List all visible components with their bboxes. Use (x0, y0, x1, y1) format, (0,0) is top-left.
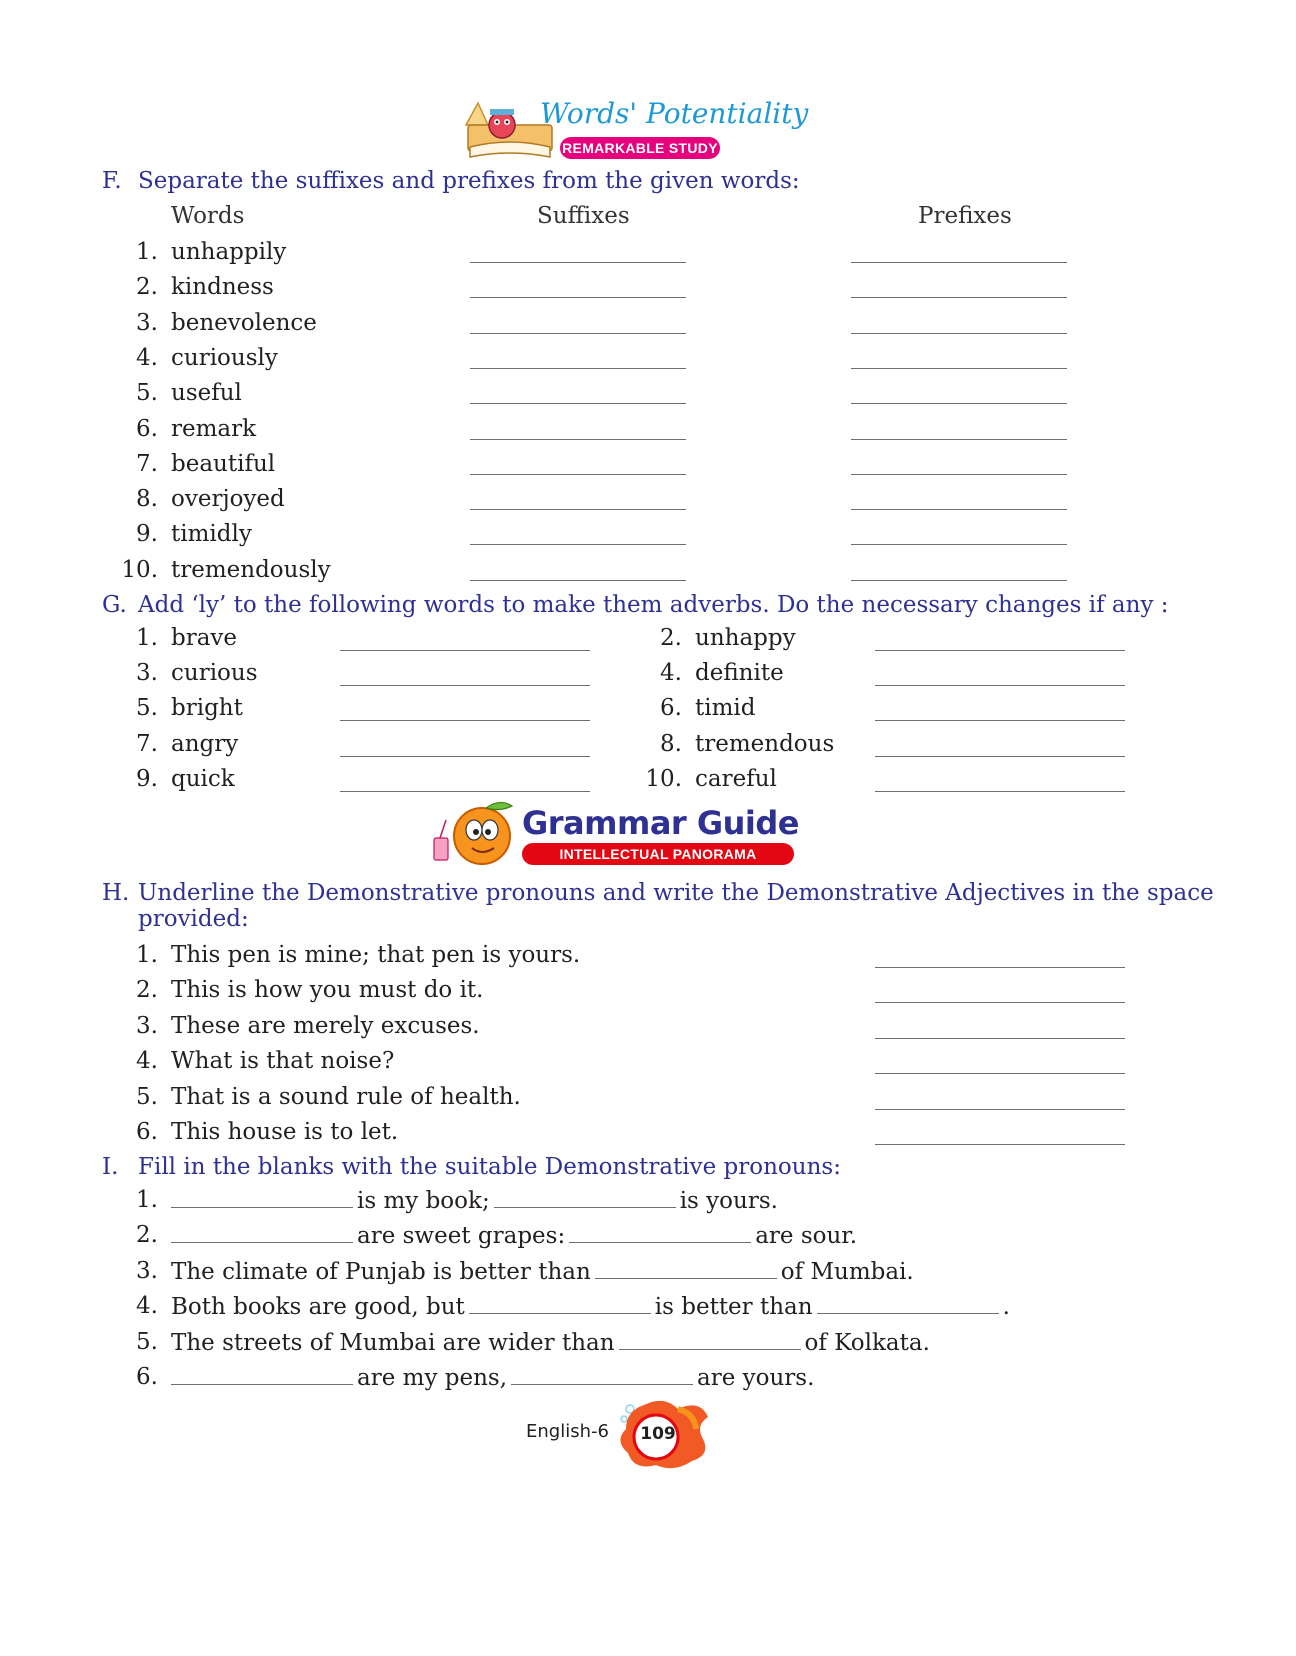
g-item-number: 7. (136, 731, 158, 757)
f-suffix-answer-line[interactable] (470, 439, 686, 440)
i-item-sentence (171, 1258, 914, 1285)
footer (520, 1395, 720, 1475)
f-item-word: curiously (171, 345, 278, 371)
h-item-sentence: That is a sound rule of health. (171, 1084, 521, 1110)
g-item-number: 8. (660, 731, 682, 757)
g-item-word: curious (171, 660, 258, 686)
section-i-letter: I. (102, 1154, 119, 1180)
f-item-number: 4. (136, 345, 158, 371)
f-suffix-answer-line[interactable] (470, 333, 686, 334)
h-item-number: 1. (136, 942, 158, 968)
h-item-number: 2. (136, 977, 158, 1003)
g-answer-line[interactable] (340, 791, 590, 792)
h-answer-line[interactable] (875, 1109, 1125, 1110)
g-answer-line[interactable] (875, 756, 1125, 757)
i-item-sentence (171, 1329, 930, 1356)
i-sentence-fragment: The streets of Mumbai are wider than (171, 1330, 615, 1356)
f-item-word: benevolence (171, 310, 317, 336)
g-item-word: definite (695, 660, 784, 686)
i-sentence-fragment: . (1002, 1294, 1010, 1320)
g-answer-line[interactable] (875, 720, 1125, 721)
i-sentence-fragment: are sour. (755, 1223, 858, 1249)
h-item-number: 4. (136, 1048, 158, 1074)
i-fill-blank[interactable] (595, 1258, 777, 1279)
i-item-number: 3. (136, 1258, 158, 1284)
i-fill-blank[interactable] (469, 1293, 651, 1314)
i-sentence-fragment: Both books are good, but (171, 1294, 465, 1320)
i-fill-blank[interactable] (817, 1293, 999, 1314)
f-prefix-answer-line[interactable] (851, 403, 1067, 404)
section-i-instruction: Fill in the blanks with the suitable Demonstrative pronouns: (138, 1154, 841, 1180)
grammar-guide-title: Grammar Guide (522, 804, 799, 842)
f-suffix-answer-line[interactable] (470, 368, 686, 369)
f-prefix-answer-line[interactable] (851, 333, 1067, 334)
i-sentence-fragment: of Kolkata. (804, 1330, 930, 1356)
section-f-instruction: Separate the suffixes and prefixes from the given words: (138, 168, 800, 194)
h-item-sentence: This is how you must do it. (171, 977, 484, 1003)
h-answer-line[interactable] (875, 1002, 1125, 1003)
f-suffix-answer-line[interactable] (470, 262, 686, 263)
f-item-number: 6. (136, 416, 158, 442)
i-fill-blank[interactable] (171, 1222, 353, 1243)
section-h-instruction-line1: Underline the Demonstrative pronouns and write the Demonstrative Adjectives in the space (138, 880, 1214, 906)
i-item-sentence (171, 1222, 857, 1249)
f-suffix-answer-line[interactable] (470, 580, 686, 581)
h-item-sentence: This pen is mine; that pen is yours. (171, 942, 581, 968)
g-answer-line[interactable] (340, 650, 590, 651)
i-fill-blank[interactable] (619, 1329, 801, 1350)
g-answer-line[interactable] (875, 685, 1125, 686)
f-prefix-answer-line[interactable] (851, 544, 1067, 545)
g-item-number: 6. (660, 695, 682, 721)
i-item-sentence (171, 1187, 778, 1214)
f-prefix-answer-line[interactable] (851, 368, 1067, 369)
g-item-number: 2. (660, 625, 682, 651)
h-item-sentence: This house is to let. (171, 1119, 399, 1145)
f-item-number: 10. (121, 557, 158, 583)
h-item-number: 3. (136, 1013, 158, 1039)
g-item-number: 10. (645, 766, 682, 792)
i-item-sentence (171, 1364, 814, 1391)
g-answer-line[interactable] (340, 720, 590, 721)
h-answer-line[interactable] (875, 1038, 1125, 1039)
g-item-word: bright (171, 695, 243, 721)
page-number: 109 (640, 1424, 676, 1444)
i-item-number: 1. (136, 1187, 158, 1213)
f-item-word: kindness (171, 274, 274, 300)
col-header-words: Words (171, 203, 245, 229)
i-sentence-fragment: is better than (654, 1294, 813, 1320)
words-potentiality-title: Words' Potentiality (540, 97, 809, 130)
f-item-word: timidly (171, 521, 252, 547)
f-suffix-answer-line[interactable] (470, 297, 686, 298)
g-item-number: 1. (136, 625, 158, 651)
h-answer-line[interactable] (875, 1144, 1125, 1145)
i-fill-blank[interactable] (569, 1222, 751, 1243)
g-item-number: 4. (660, 660, 682, 686)
col-header-prefixes: Prefixes (918, 203, 1012, 229)
h-item-number: 5. (136, 1084, 158, 1110)
i-sentence-fragment: is my book; (357, 1188, 490, 1214)
f-suffix-answer-line[interactable] (470, 474, 686, 475)
col-header-suffixes: Suffixes (537, 203, 630, 229)
section-f-letter: F. (102, 168, 122, 194)
f-item-number: 2. (136, 274, 158, 300)
g-item-number: 3. (136, 660, 158, 686)
f-item-number: 1. (136, 239, 158, 265)
f-item-number: 8. (136, 486, 158, 512)
i-sentence-fragment: are yours. (697, 1365, 815, 1391)
g-item-word: timid (695, 695, 756, 721)
section-h-instruction-line2: provided: (138, 906, 249, 932)
g-answer-line[interactable] (875, 791, 1125, 792)
i-fill-blank[interactable] (171, 1187, 353, 1208)
f-item-number: 7. (136, 451, 158, 477)
f-item-word: useful (171, 380, 242, 406)
i-item-sentence (171, 1293, 1010, 1320)
h-item-number: 6. (136, 1119, 158, 1145)
i-fill-blank[interactable] (511, 1364, 693, 1385)
i-sentence-fragment: is yours. (679, 1188, 778, 1214)
g-item-word: quick (171, 766, 235, 792)
intellectual-panorama-pill: INTELLECTUAL PANORAMA OUTLOOK (522, 843, 794, 865)
i-sentence-fragment: are sweet grapes: (357, 1223, 566, 1249)
g-answer-line[interactable] (340, 685, 590, 686)
remarkable-study-pill: REMARKABLE STUDY (560, 137, 720, 159)
h-answer-line[interactable] (875, 1073, 1125, 1074)
footer-book-label: English-6 (526, 1421, 609, 1442)
g-answer-line[interactable] (875, 650, 1125, 651)
grammar-guide-banner (430, 798, 800, 884)
section-g-instruction: Add ‘ly’ to the following words to make them adverbs. Do the necessary changes if any : (138, 592, 1169, 618)
h-item-sentence: These are merely excuses. (171, 1013, 480, 1039)
g-item-word: tremendous (695, 731, 835, 757)
f-prefix-answer-line[interactable] (851, 262, 1067, 263)
h-answer-line[interactable] (875, 967, 1125, 968)
f-item-number: 9. (136, 521, 158, 547)
f-suffix-answer-line[interactable] (470, 403, 686, 404)
f-prefix-answer-line[interactable] (851, 297, 1067, 298)
i-sentence-fragment: are my pens, (357, 1365, 508, 1391)
i-fill-blank[interactable] (171, 1364, 353, 1385)
section-h-letter: H. (102, 880, 130, 906)
g-answer-line[interactable] (340, 756, 590, 757)
g-item-word: unhappy (695, 625, 796, 651)
orange-mascot-icon (430, 798, 522, 870)
words-potentiality-banner (460, 95, 809, 165)
f-prefix-answer-line[interactable] (851, 580, 1067, 581)
g-item-number: 9. (136, 766, 158, 792)
i-item-number: 5. (136, 1329, 158, 1355)
f-suffix-answer-line[interactable] (470, 509, 686, 510)
f-item-word: overjoyed (171, 486, 285, 512)
h-item-sentence: What is that noise? (171, 1048, 395, 1074)
f-prefix-answer-line[interactable] (851, 474, 1067, 475)
f-item-number: 3. (136, 310, 158, 336)
section-g-letter: G. (102, 592, 127, 618)
g-item-word: angry (171, 731, 239, 757)
i-item-number: 6. (136, 1364, 158, 1390)
f-prefix-answer-line[interactable] (851, 439, 1067, 440)
i-sentence-fragment: The climate of Punjab is better than (171, 1259, 591, 1285)
g-item-word: careful (695, 766, 777, 792)
i-item-number: 4. (136, 1293, 158, 1319)
i-item-number: 2. (136, 1222, 158, 1248)
f-item-word: tremendously (171, 557, 331, 583)
f-item-word: unhappily (171, 239, 287, 265)
i-sentence-fragment: of Mumbai. (780, 1259, 914, 1285)
g-item-word: brave (171, 625, 238, 651)
f-suffix-answer-line[interactable] (470, 544, 686, 545)
f-item-word: beautiful (171, 451, 276, 477)
f-item-number: 5. (136, 380, 158, 406)
g-item-number: 5. (136, 695, 158, 721)
f-item-word: remark (171, 416, 257, 442)
i-fill-blank[interactable] (494, 1187, 676, 1208)
f-prefix-answer-line[interactable] (851, 509, 1067, 510)
